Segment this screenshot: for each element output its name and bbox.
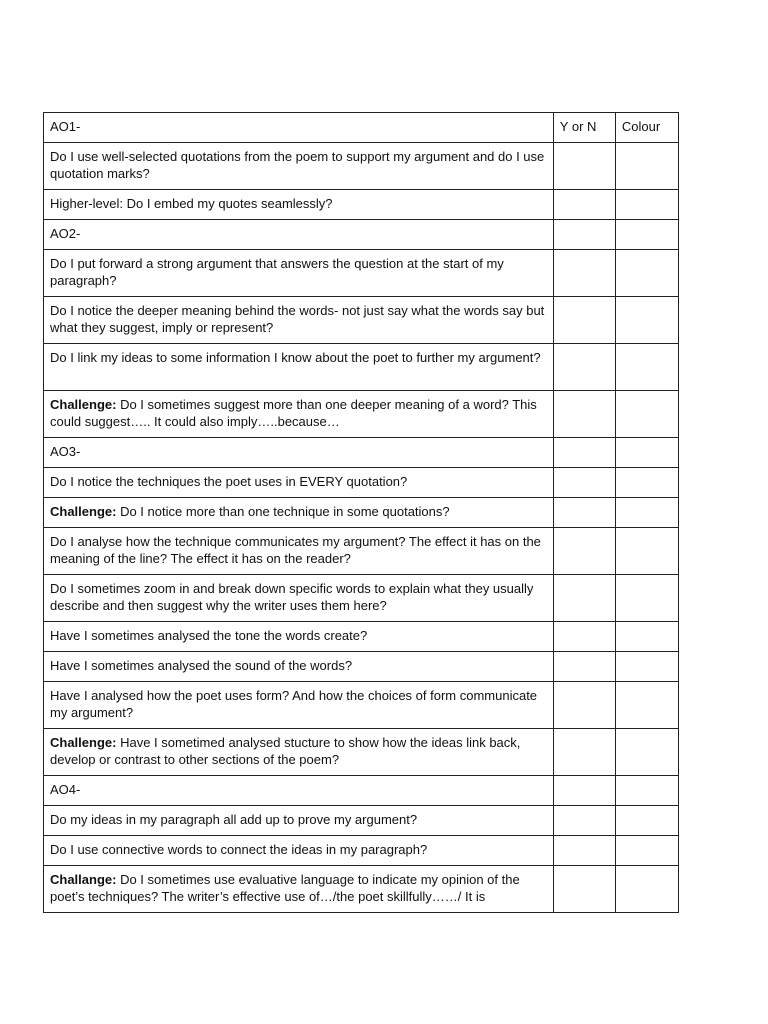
criterion-cell xyxy=(44,250,554,297)
y-or-n-cell[interactable] xyxy=(553,438,615,468)
criterion-text xyxy=(50,658,547,675)
criterion-cell xyxy=(44,622,554,652)
criterion-text xyxy=(50,474,547,491)
section-heading xyxy=(44,438,554,468)
criterion-question: Have I sometimes analysed the tone the words create? xyxy=(50,628,368,643)
criterion-question: Do I notice more than one technique in some quotations? xyxy=(116,504,450,519)
colour-cell[interactable] xyxy=(615,190,678,220)
colour-cell[interactable] xyxy=(615,806,678,836)
checklist-row xyxy=(44,806,679,836)
criterion-cell xyxy=(44,729,554,776)
criterion-cell xyxy=(44,866,554,913)
criterion-text xyxy=(50,628,547,645)
colour-cell[interactable] xyxy=(615,776,678,806)
criterion-text xyxy=(50,872,547,905)
checklist-row xyxy=(44,498,679,528)
y-or-n-cell[interactable] xyxy=(553,250,615,297)
criterion-question: Do I notice the techniques the poet uses in EVERY quotation? xyxy=(50,474,408,489)
y-or-n-cell[interactable] xyxy=(553,729,615,776)
y-or-n-cell[interactable] xyxy=(553,866,615,913)
criterion-cell xyxy=(44,575,554,622)
colour-cell[interactable] xyxy=(615,729,678,776)
criterion-text xyxy=(50,735,547,768)
y-or-n-cell[interactable] xyxy=(553,498,615,528)
header-row xyxy=(44,113,679,143)
y-or-n-cell[interactable] xyxy=(553,836,615,866)
checklist-row xyxy=(44,622,679,652)
criterion-cell xyxy=(44,344,554,391)
y-or-n-cell[interactable] xyxy=(553,344,615,391)
criterion-text xyxy=(50,688,547,721)
criterion-question: Do I link my ideas to some information I know about the poet to further my argument? xyxy=(50,350,541,365)
y-or-n-cell[interactable] xyxy=(553,391,615,438)
checklist-row xyxy=(44,344,679,391)
criterion-question: Have I analysed how the poet uses form? And how the choices of form communicate my argument? xyxy=(50,688,538,720)
y-or-n-cell[interactable] xyxy=(553,776,615,806)
criterion-question: AO3- xyxy=(50,444,81,459)
criterion-text xyxy=(50,444,547,461)
checklist-row xyxy=(44,836,679,866)
criterion-cell xyxy=(44,682,554,729)
colour-cell[interactable] xyxy=(615,498,678,528)
criterion-question: Do I sometimes suggest more than one deeper meaning of a word? This could suggest….. It could also imply…..because… xyxy=(50,397,537,429)
criterion-cell xyxy=(44,836,554,866)
criterion-text xyxy=(50,196,547,213)
criterion-question: Have I sometimes analysed the sound of the words? xyxy=(50,658,353,673)
y-or-n-cell[interactable] xyxy=(553,575,615,622)
criterion-question: AO4- xyxy=(50,782,81,797)
criterion-text xyxy=(50,842,547,859)
y-or-n-cell[interactable] xyxy=(553,528,615,575)
criterion-question: Do I notice the deeper meaning behind the words- not just say what the words say but what they suggest, imply or represent? xyxy=(50,303,545,335)
colour-cell[interactable] xyxy=(615,575,678,622)
self-assessment-checklist xyxy=(43,112,679,913)
colour-cell[interactable] xyxy=(615,391,678,438)
criterion-question: Have I sometimed analysed stucture to show how the ideas link back, develop or contrast to other sections of the poem? xyxy=(50,735,521,767)
criterion-cell xyxy=(44,190,554,220)
section-row xyxy=(44,220,679,250)
checklist-row xyxy=(44,682,679,729)
criterion-cell xyxy=(44,468,554,498)
section-heading xyxy=(44,220,554,250)
checklist-row xyxy=(44,468,679,498)
colour-cell[interactable] xyxy=(615,250,678,297)
criterion-text xyxy=(50,534,547,567)
y-or-n-cell[interactable] xyxy=(553,220,615,250)
checklist-row xyxy=(44,866,679,913)
checklist-row xyxy=(44,729,679,776)
y-or-n-cell[interactable] xyxy=(553,143,615,190)
colour-cell[interactable] xyxy=(615,682,678,729)
criterion-cell xyxy=(44,391,554,438)
criterion-cell xyxy=(44,297,554,344)
checklist-row xyxy=(44,190,679,220)
criterion-question: Do I put forward a strong argument that answers the question at the start of my paragraph? xyxy=(50,256,504,288)
challenge-label: Challenge: xyxy=(50,735,117,750)
checklist-body xyxy=(44,143,679,913)
criterion-text xyxy=(50,504,547,521)
colour-cell[interactable] xyxy=(615,344,678,391)
checklist-row xyxy=(44,528,679,575)
colour-cell[interactable] xyxy=(615,297,678,344)
criterion-question: Do my ideas in my paragraph all add up to prove my argument? xyxy=(50,812,418,827)
section-row xyxy=(44,438,679,468)
criterion-text xyxy=(50,226,547,243)
y-or-n-cell[interactable] xyxy=(553,468,615,498)
criterion-text xyxy=(50,397,547,430)
criterion-text xyxy=(50,303,547,336)
criterion-question: AO2- xyxy=(50,226,81,241)
criterion-cell xyxy=(44,498,554,528)
colour-cell[interactable] xyxy=(615,866,678,913)
criterion-text xyxy=(50,149,547,182)
criterion-question: Do I analyse how the technique communicates my argument? The effect it has on the meaning of the line? The effect it has on the reader? xyxy=(50,534,541,566)
criterion-text xyxy=(50,350,547,367)
criterion-question: Higher-level: Do I embed my quotes seamlessly? xyxy=(50,196,333,211)
challenge-label: Challenge: xyxy=(50,397,117,412)
section-heading-ao1: AO1- xyxy=(44,113,554,143)
colour-cell[interactable] xyxy=(615,836,678,866)
colour-cell[interactable] xyxy=(615,143,678,190)
y-or-n-cell[interactable] xyxy=(553,297,615,344)
criterion-text xyxy=(50,581,547,614)
checklist-row xyxy=(44,652,679,682)
criterion-question: Do I sometimes zoom in and break down specific words to explain what they usually describe and then suggest why the writer uses them here? xyxy=(50,581,534,613)
y-or-n-cell[interactable] xyxy=(553,682,615,729)
criterion-cell xyxy=(44,652,554,682)
column-header-y-or-n: Y or N xyxy=(553,113,615,143)
checklist-row xyxy=(44,391,679,438)
criterion-text xyxy=(50,782,547,799)
criterion-question: Do I use connective words to connect the ideas in my paragraph? xyxy=(50,842,428,857)
criterion-cell xyxy=(44,143,554,190)
column-header-colour: Colour xyxy=(615,113,678,143)
y-or-n-cell[interactable] xyxy=(553,806,615,836)
checklist-row xyxy=(44,250,679,297)
criterion-question: Do I use well-selected quotations from the poem to support my argument and do I use quotation marks? xyxy=(50,149,545,181)
colour-cell[interactable] xyxy=(615,220,678,250)
challenge-label: Challenge: xyxy=(50,504,117,519)
y-or-n-cell[interactable] xyxy=(553,622,615,652)
criterion-cell xyxy=(44,806,554,836)
colour-cell[interactable] xyxy=(615,528,678,575)
colour-cell[interactable] xyxy=(615,652,678,682)
challenge-label: Challange: xyxy=(50,872,117,887)
criterion-text xyxy=(50,256,547,289)
criterion-cell xyxy=(44,528,554,575)
colour-cell[interactable] xyxy=(615,468,678,498)
criterion-question: Do I sometimes use evaluative language to indicate my opinion of the poet’s techniques? The writer’s effective use of…/the poet skillfully……/ It is xyxy=(50,872,520,904)
y-or-n-cell[interactable] xyxy=(553,652,615,682)
y-or-n-cell[interactable] xyxy=(553,190,615,220)
criterion-text xyxy=(50,812,547,829)
checklist-row xyxy=(44,297,679,344)
section-row xyxy=(44,776,679,806)
colour-cell[interactable] xyxy=(615,438,678,468)
checklist-row xyxy=(44,575,679,622)
checklist-row xyxy=(44,143,679,190)
section-heading xyxy=(44,776,554,806)
colour-cell[interactable] xyxy=(615,622,678,652)
